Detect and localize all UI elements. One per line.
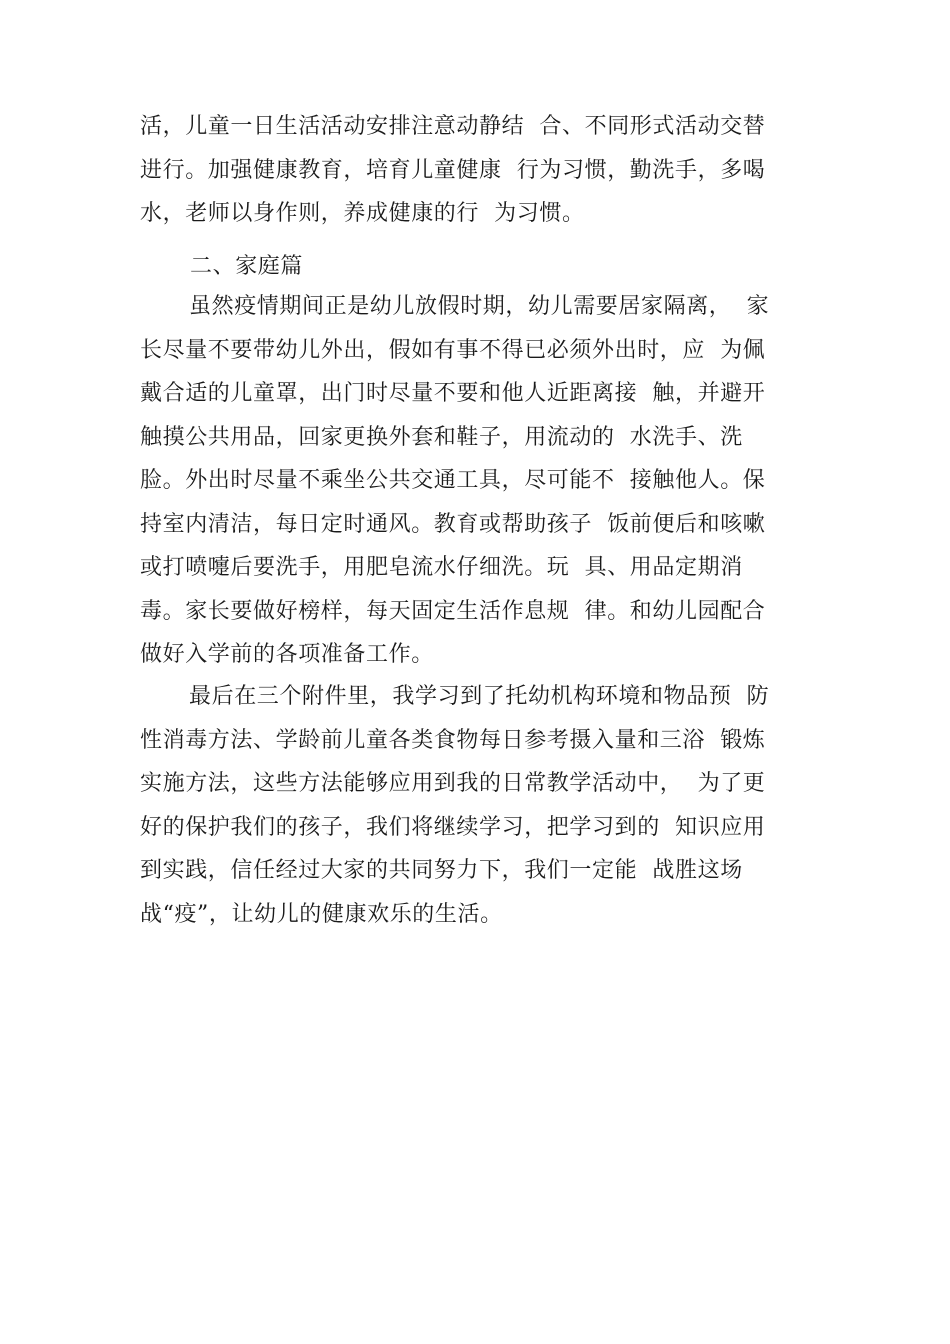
paragraph-health-education [140,105,820,236]
paragraph-line: 长尽量不要带幼儿外出，假如有事不得已必须外出时，应 为佩 [140,337,766,363]
section-heading: 二、家庭篇 [190,254,304,279]
paragraph-line: 戴合适的儿童罩，出门时尽量不要和他人近距离接 触，并避开 [140,381,766,406]
paragraph-line: 性消毒方法、学龄前儿童各类食物每日参考摄入量和三浴 锻炼 [140,727,766,753]
paragraph-family [140,285,820,677]
paragraph-line: 最后在三个附件里，我学习到了托幼机构环境和物品预 防 [189,684,770,709]
paragraph-line: 水，老师以身作则，养成健康的行 为习惯。 [140,201,585,226]
paragraph-line: 持室内清洁，每日定时通风。教育或帮助孩子 饭前便后和咳嗽 [140,511,766,537]
paragraph-line: 脸。外出时尽量不乘坐公共交通工具，尽可能不 接触他人。保 [140,468,766,493]
paragraph-line: 虽然疫情期间正是幼儿放假时期，幼儿需要居家隔离， 家 [189,294,770,319]
paragraph-line: 或打喷嚏后要洗手，用肥皂流水仔细洗。玩 具、用品定期消 [140,555,743,580]
paragraph-line: 触摸公共用品，回家更换外套和鞋子，用流动的 水洗手、洗 [140,424,743,450]
paragraph-line: 做好入学前的各项准备工作。 [140,642,434,667]
paragraph-line: 到实践，信任经过大家的共同努力下，我们一定能 战胜这场 [140,858,743,883]
paragraph-line: 进行。加强健康教育，培育儿童健康 行为习惯，勤洗手，多喝 [140,157,766,183]
paragraph-conclusion [140,675,820,936]
paragraph-line: 战“疫”，让幼儿的健康欢乐的生活。 [140,901,503,927]
paragraph-line: 活，儿童一日生活活动安排注意动静结 合、不同形式活动交替 [140,114,766,139]
paragraph-line: 好的保护我们的孩子，我们将继续学习，把学习到的 知识应用 [140,814,766,840]
paragraph-line: 毒。家长要做好榜样，每天固定生活作息规 律。和幼儿园配合 [140,598,766,624]
paragraph-line: 实施方法，这些方法能够应用到我的日常教学活动中， 为了更 [140,771,766,796]
